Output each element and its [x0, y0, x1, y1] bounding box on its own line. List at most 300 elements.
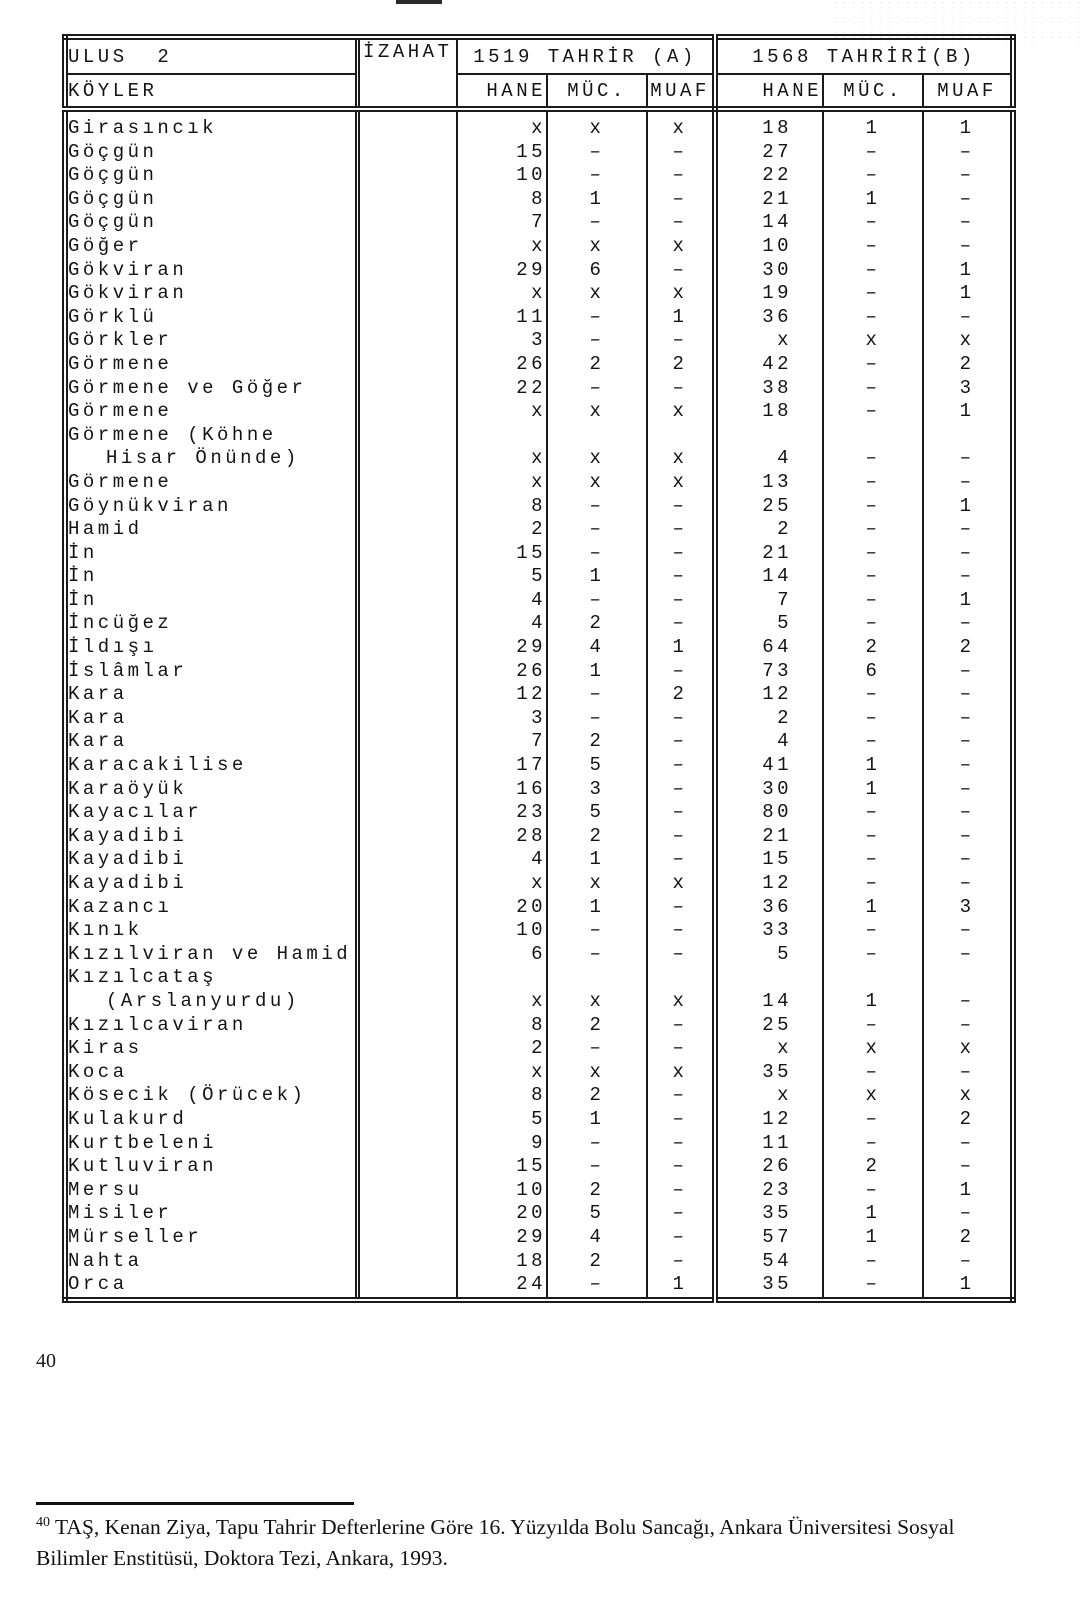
table-row: [65, 1132, 1013, 1156]
muc-1568: –: [823, 1132, 923, 1156]
hane-1568: 19: [715, 282, 823, 306]
hane-1568: 7: [715, 589, 823, 613]
muc-1568: 1: [823, 896, 923, 920]
muaf-1568: –: [959, 234, 975, 257]
table-row: [65, 683, 1013, 707]
village-name: Orca: [65, 1273, 357, 1300]
table-row: [65, 259, 1013, 283]
izahat-cell: [357, 377, 457, 401]
village-name: Kurtbeleni: [65, 1132, 357, 1156]
muaf-1568: –: [959, 187, 975, 210]
hane-1568: 4: [715, 424, 823, 471]
muaf-1519: –: [647, 1179, 715, 1203]
muaf-1568: –: [959, 1202, 975, 1225]
hane-1568: 26: [715, 1155, 823, 1179]
izahat-cell: [357, 872, 457, 896]
table-row: [65, 1250, 1013, 1274]
muc-1519: 2: [547, 730, 647, 754]
hane-1519: 15: [457, 542, 547, 566]
village-name: Mürseller: [65, 1226, 357, 1250]
muaf-1519: 1: [647, 636, 715, 660]
hane-1519: 18: [457, 1250, 547, 1274]
hane-1519: 2: [457, 518, 547, 542]
muaf-1568: –: [959, 1060, 975, 1083]
muc-1568: –: [823, 872, 923, 896]
izahat-cell: [357, 966, 457, 1013]
hane-1519: 16: [457, 778, 547, 802]
izahat-cell: [357, 495, 457, 519]
izahat-cell: [357, 188, 457, 212]
page-number: 40: [36, 1350, 56, 1372]
muaf-1568: 1: [959, 117, 975, 139]
hane-1568: 13: [715, 471, 823, 495]
muc-1519: –: [547, 211, 647, 235]
izahat-cell: [357, 919, 457, 943]
hane-1568: 38: [715, 377, 823, 401]
hane-1519: 11: [457, 306, 547, 330]
muaf-1519: –: [647, 164, 715, 188]
muaf-1519: –: [647, 848, 715, 872]
izahat-cell: [357, 518, 457, 542]
muaf-1519: –: [647, 778, 715, 802]
izahat-cell: [357, 282, 457, 306]
muc-1568: –: [823, 1179, 923, 1203]
muaf-1519: –: [647, 660, 715, 684]
hane-1568: 35: [715, 1202, 823, 1226]
village-name: Görmene: [65, 353, 357, 377]
table-row: [65, 660, 1013, 684]
muc-1568: –: [823, 211, 923, 235]
table-row: [65, 424, 1013, 471]
muaf-1519: –: [647, 730, 715, 754]
izahat-cell: [357, 707, 457, 731]
muaf-1519: 1: [647, 1273, 715, 1300]
izahat-cell: [357, 1132, 457, 1156]
muc-1568: –: [823, 471, 923, 495]
village-name: Kayacılar: [65, 801, 357, 825]
muaf-1519: –: [647, 542, 715, 566]
hane-1519: 3: [457, 707, 547, 731]
izahat-cell: [357, 683, 457, 707]
muc-1519: 4: [547, 636, 647, 660]
izahat-cell: [357, 1155, 457, 1179]
muc-1519: 5: [547, 801, 647, 825]
village-name: Görmene: [65, 400, 357, 424]
table-row: [65, 848, 1013, 872]
village-name: Kızılcaviran: [65, 1014, 357, 1038]
village-name: Misiler: [65, 1202, 357, 1226]
village-name: Koca: [65, 1061, 357, 1085]
footnote: [36, 1512, 1014, 1574]
hane-1568: 25: [715, 495, 823, 519]
hane-1568: 5: [715, 612, 823, 636]
izahat-cell: [357, 589, 457, 613]
muaf-1519: x: [647, 966, 715, 1013]
muaf-1568: –: [959, 706, 975, 729]
table-row: [65, 400, 1013, 424]
muaf-1568: –: [959, 470, 975, 493]
table-row: [65, 754, 1013, 778]
hane-1519: 10: [457, 919, 547, 943]
izahat-cell: [357, 109, 457, 141]
muaf-1519: –: [647, 1132, 715, 1156]
muaf-1568: –: [959, 140, 975, 163]
izahat-cell: [357, 353, 457, 377]
muc-1519: 1: [547, 1108, 647, 1132]
izahat-cell: [357, 1226, 457, 1250]
village-name: Hamid: [65, 518, 357, 542]
izahat-cell: [357, 660, 457, 684]
village-name: Kara: [65, 707, 357, 731]
muaf-1519: –: [647, 707, 715, 731]
header-row-1: [65, 37, 1013, 74]
izahat-cell: [357, 1108, 457, 1132]
subheader-muc-1519: MÜC.: [547, 74, 647, 109]
footnote-text: TAŞ, Kenan Ziya, Tapu Tahrir Defterlerine Göre 16. Yüzyılda Bolu Sancağı, Ankara Üniversitesi Sosyal Bilimler Enstitüsü, Doktora Tezi, Ankara, 1993.: [36, 1515, 955, 1570]
muc-1519: 1: [547, 896, 647, 920]
footnote-rule: [36, 1502, 354, 1505]
muc-1568: x: [823, 1084, 923, 1108]
muaf-1519: –: [647, 896, 715, 920]
muaf-1568: –: [959, 730, 975, 753]
muc-1568: 1: [823, 966, 923, 1013]
hane-1519: 23: [457, 801, 547, 825]
hane-1519: 22: [457, 377, 547, 401]
muaf-1568: –: [959, 164, 975, 187]
muc-1568: –: [823, 589, 923, 613]
izahat-cell: [357, 211, 457, 235]
muaf-1568: 1: [959, 258, 975, 281]
village-name: Kınık: [65, 919, 357, 943]
hane-1568: 73: [715, 660, 823, 684]
hane-1519: x: [457, 424, 547, 471]
village-name: Karaöyük: [65, 778, 357, 802]
muc-1568: –: [823, 164, 923, 188]
muc-1568: 2: [823, 1155, 923, 1179]
table-row: [65, 1037, 1013, 1061]
muaf-1568: –: [959, 824, 975, 847]
hane-1519: 29: [457, 636, 547, 660]
izahat-cell: [357, 1061, 457, 1085]
table-body: [65, 109, 1013, 1300]
hane-1519: 7: [457, 730, 547, 754]
table-row: [65, 495, 1013, 519]
village-name: Görmene ve Göğer: [65, 377, 357, 401]
muc-1568: –: [823, 400, 923, 424]
muc-1568: –: [823, 1108, 923, 1132]
hane-1519: x: [457, 282, 547, 306]
village-name: Kulakurd: [65, 1108, 357, 1132]
village-name: İslâmlar: [65, 660, 357, 684]
table-row: [65, 778, 1013, 802]
table-row: [65, 518, 1013, 542]
village-name: Kayadibi: [65, 872, 357, 896]
hane-1568: 5: [715, 943, 823, 967]
tahrir-table: [62, 34, 1016, 1303]
muc-1519: –: [547, 1155, 647, 1179]
hane-1519: 15: [457, 141, 547, 165]
izahat-cell: [357, 801, 457, 825]
muaf-1568: x: [959, 329, 975, 352]
muc-1568: –: [823, 1014, 923, 1038]
hane-1568: 36: [715, 306, 823, 330]
izahat-cell: [357, 1014, 457, 1038]
muc-1519: 2: [547, 353, 647, 377]
table-row: [65, 329, 1013, 353]
muaf-1519: 1: [647, 306, 715, 330]
muc-1519: 2: [547, 825, 647, 849]
hane-1519: 2: [457, 1037, 547, 1061]
village-name: İncüğez: [65, 612, 357, 636]
muc-1568: –: [823, 518, 923, 542]
muc-1519: 2: [547, 1084, 647, 1108]
muaf-1568: –: [959, 1249, 975, 1272]
muc-1568: –: [823, 943, 923, 967]
muaf-1519: –: [647, 329, 715, 353]
muaf-1568: 3: [959, 895, 975, 918]
muaf-1568: 1: [959, 1178, 975, 1201]
muaf-1568: 3: [959, 376, 975, 399]
muaf-1519: –: [647, 1108, 715, 1132]
village-name: İn: [65, 565, 357, 589]
muaf-1568: –: [959, 1131, 975, 1154]
hane-1568: 41: [715, 754, 823, 778]
muaf-1568: –: [959, 1155, 975, 1178]
izahat-cell: [357, 565, 457, 589]
hane-1519: 15: [457, 1155, 547, 1179]
muaf-1519: x: [647, 282, 715, 306]
muc-1519: x: [547, 282, 647, 306]
muc-1568: –: [823, 542, 923, 566]
muaf-1568: –: [959, 777, 975, 800]
muaf-1519: –: [647, 754, 715, 778]
muc-1519: 1: [547, 565, 647, 589]
muaf-1568: –: [959, 541, 975, 564]
village-name: Kazancı: [65, 896, 357, 920]
muc-1519: –: [547, 707, 647, 731]
village-name: Görmene (Köhne Hisar Önünde): [65, 424, 357, 471]
hane-1568: 54: [715, 1250, 823, 1274]
table-row: [65, 636, 1013, 660]
muc-1568: –: [823, 377, 923, 401]
village-name: Gökviran: [65, 259, 357, 283]
muaf-1568: 2: [959, 636, 975, 659]
izahat-cell: [357, 235, 457, 259]
muc-1568: –: [823, 707, 923, 731]
table-row: [65, 282, 1013, 306]
izahat-cell: [357, 730, 457, 754]
muaf-1519: –: [647, 259, 715, 283]
muc-1519: x: [547, 400, 647, 424]
izahat-cell: [357, 778, 457, 802]
table-row: [65, 872, 1013, 896]
izahat-cell: [357, 259, 457, 283]
hane-1519: 8: [457, 188, 547, 212]
hane-1519: 8: [457, 495, 547, 519]
hane-1519: 24: [457, 1273, 547, 1300]
izahat-cell: [357, 825, 457, 849]
hane-1568: 21: [715, 825, 823, 849]
muaf-1568: 1: [959, 400, 975, 423]
muaf-1568: 1: [959, 494, 975, 517]
izahat-cell: [357, 141, 457, 165]
hane-1519: 4: [457, 848, 547, 872]
muaf-1568: 2: [959, 352, 975, 375]
table-row: [65, 565, 1013, 589]
izahat-cell: [357, 848, 457, 872]
muaf-1519: –: [647, 801, 715, 825]
header-group-1568: 1568 TAHRİRİ(B): [715, 37, 1013, 74]
muc-1568: –: [823, 259, 923, 283]
village-name: Kösecik (Örücek): [65, 1084, 357, 1108]
muc-1568: –: [823, 353, 923, 377]
muc-1568: –: [823, 306, 923, 330]
hane-1519: 26: [457, 353, 547, 377]
village-name: Göynükviran: [65, 495, 357, 519]
hane-1568: 57: [715, 1226, 823, 1250]
muc-1568: –: [823, 919, 923, 943]
hane-1519: 17: [457, 754, 547, 778]
muc-1568: 1: [823, 1202, 923, 1226]
muc-1519: –: [547, 377, 647, 401]
subheader-hane-1568: HANE: [715, 74, 823, 109]
muc-1568: –: [823, 495, 923, 519]
muc-1519: 1: [547, 188, 647, 212]
muc-1568: 6: [823, 660, 923, 684]
hane-1568: 12: [715, 1108, 823, 1132]
village-name: Kara: [65, 730, 357, 754]
muc-1568: –: [823, 612, 923, 636]
muaf-1568: x: [959, 1037, 975, 1060]
village-name: Kayadibi: [65, 825, 357, 849]
hane-1568: 14: [715, 211, 823, 235]
table-row: [65, 1084, 1013, 1108]
muc-1568: –: [823, 825, 923, 849]
hane-1519: 4: [457, 589, 547, 613]
table-row: [65, 589, 1013, 613]
muc-1519: –: [547, 1132, 647, 1156]
muc-1568: 1: [823, 754, 923, 778]
table-row: [65, 353, 1013, 377]
muaf-1519: –: [647, 919, 715, 943]
table-row: [65, 896, 1013, 920]
muc-1519: –: [547, 495, 647, 519]
hane-1519: 10: [457, 164, 547, 188]
village-name: Karacakilise: [65, 754, 357, 778]
village-name: Görkler: [65, 329, 357, 353]
muc-1519: –: [547, 306, 647, 330]
header-koyler: KÖYLER: [65, 74, 357, 109]
muaf-1519: –: [647, 612, 715, 636]
izahat-cell: [357, 1273, 457, 1300]
table-row: [65, 1273, 1013, 1300]
muc-1519: 4: [547, 1226, 647, 1250]
izahat-cell: [357, 636, 457, 660]
izahat-cell: [357, 424, 457, 471]
table-row: [65, 801, 1013, 825]
muaf-1519: –: [647, 1084, 715, 1108]
muc-1519: 5: [547, 1202, 647, 1226]
hane-1519: x: [457, 109, 547, 141]
muc-1519: 5: [547, 754, 647, 778]
village-name: Kutluviran: [65, 1155, 357, 1179]
village-name: İn: [65, 542, 357, 566]
muc-1568: –: [823, 235, 923, 259]
table-row: [65, 471, 1013, 495]
hane-1519: 9: [457, 1132, 547, 1156]
muaf-1568: 2: [959, 1107, 975, 1130]
header-group-1519: 1519 TAHRİR (A): [457, 37, 715, 74]
hane-1568: 64: [715, 636, 823, 660]
izahat-cell: [357, 612, 457, 636]
hane-1568: 36: [715, 896, 823, 920]
muaf-1519: x: [647, 471, 715, 495]
table-row: [65, 164, 1013, 188]
hane-1519: 20: [457, 896, 547, 920]
muaf-1519: x: [647, 872, 715, 896]
village-name: Göçgün: [65, 211, 357, 235]
muc-1519: –: [547, 943, 647, 967]
muc-1519: –: [547, 329, 647, 353]
muaf-1568: 1: [959, 588, 975, 611]
hane-1519: 5: [457, 1108, 547, 1132]
muc-1519: x: [547, 471, 647, 495]
muc-1519: x: [547, 424, 647, 471]
muc-1519: 2: [547, 1250, 647, 1274]
muc-1519: –: [547, 164, 647, 188]
muc-1568: –: [823, 282, 923, 306]
muc-1519: 2: [547, 1179, 647, 1203]
village-name: Kayadibi: [65, 848, 357, 872]
hane-1568: 80: [715, 801, 823, 825]
muc-1568: 1: [823, 1226, 923, 1250]
muaf-1519: x: [647, 1061, 715, 1085]
muaf-1519: –: [647, 377, 715, 401]
muc-1519: 1: [547, 660, 647, 684]
subheader-muaf-1519: MUAF: [647, 74, 715, 109]
izahat-cell: [357, 400, 457, 424]
muc-1519: 2: [547, 612, 647, 636]
hane-1568: 42: [715, 353, 823, 377]
muaf-1519: –: [647, 825, 715, 849]
muc-1568: –: [823, 565, 923, 589]
muaf-1568: –: [959, 754, 975, 777]
muc-1568: 1: [823, 109, 923, 141]
header-ulus: ULUS 2: [65, 37, 357, 74]
muaf-1519: 2: [647, 353, 715, 377]
village-name: Göçgün: [65, 188, 357, 212]
muc-1568: 1: [823, 778, 923, 802]
hane-1519: x: [457, 872, 547, 896]
muaf-1519: –: [647, 1014, 715, 1038]
hane-1519: 12: [457, 683, 547, 707]
hane-1568: 30: [715, 778, 823, 802]
hane-1519: 29: [457, 1226, 547, 1250]
muc-1519: –: [547, 683, 647, 707]
table-row: [65, 1179, 1013, 1203]
hane-1568: 11: [715, 1132, 823, 1156]
izahat-cell: [357, 1179, 457, 1203]
subheader-muc-1568: MÜC.: [823, 74, 923, 109]
table-row: [65, 1061, 1013, 1085]
muaf-1568: –: [959, 683, 975, 706]
muaf-1519: –: [647, 141, 715, 165]
muaf-1519: –: [647, 188, 715, 212]
hane-1568: 30: [715, 259, 823, 283]
hane-1568: 15: [715, 848, 823, 872]
village-name: Kızılcataş (Arslanyurdu): [65, 966, 357, 1013]
muaf-1568: –: [959, 659, 975, 682]
